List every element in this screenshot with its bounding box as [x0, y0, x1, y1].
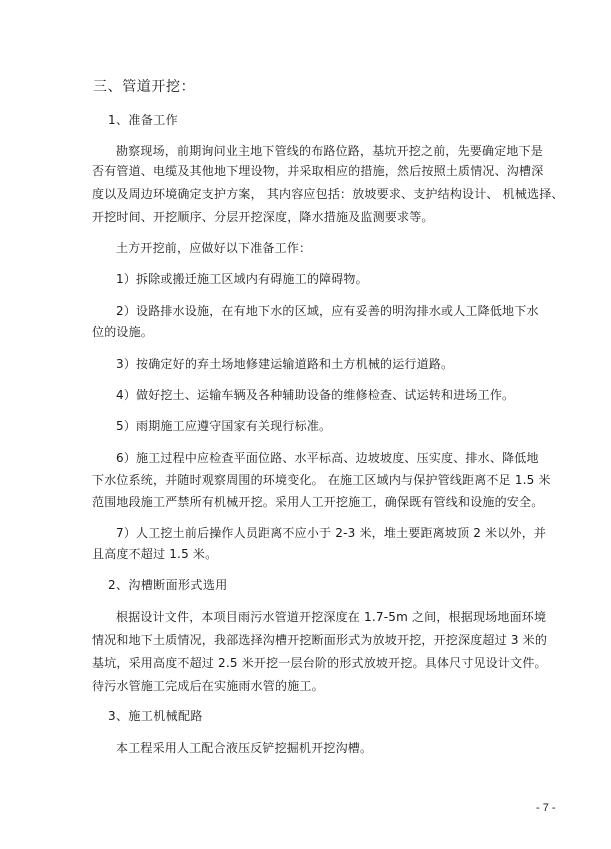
list-item: 3）按确定好的弃土场地修建运输道路和土方机械的运行道路。: [116, 357, 454, 371]
paragraph-line: 根据设计文件，本项目雨污水管道开挖深度在 1.7-5m 之间，根据现场地面环境: [116, 610, 547, 624]
paragraph-line: 本工程采用人工配合液压反铲挖掘机开挖沟槽。: [116, 741, 373, 755]
list-item: 2）设路排水设施，在有地下水的区域，应有妥善的明沟排水或人工降低地下水: [116, 304, 539, 318]
paragraph-line: 开挖时间、开挖顺序、分层开挖深度，降水措施及监测要求等。: [92, 210, 434, 224]
section-title: 三、管道开挖：: [93, 79, 196, 95]
list-item: 1）拆除或搬迁施工区域内有碍施工的障碍物。: [116, 272, 368, 286]
list-item: 6）施工过程中应检查平面位路、水平标高、边坡坡度、压实度、排水、降低地: [116, 451, 539, 465]
paragraph-line: 基坑，采用高度不超过 2.5 米开挖一层台阶的形式放坡开挖。具体尺寸见设计文件。: [92, 656, 547, 670]
list-item-continuation: 且高度不超过 1.5 米。: [92, 547, 218, 561]
paragraph-line: 情况和地下土质情况，我部选择沟槽开挖断面形式为放坡开挖，开挖深度超过 3 米的: [92, 633, 548, 647]
page-number: - 7 -: [536, 802, 556, 814]
paragraph-line: 勘察现场，前期询问业主地下管线的布路位路，基坑开挖之前，先要确定地下是: [116, 144, 544, 158]
paragraph-line: 土方开挖前，应做好以下准备工作：: [116, 241, 312, 255]
paragraph-line: 度以及周边环境确定支护方案， 其内容应包括：放坡要求、支护结构设计、 机械选择、: [92, 187, 564, 201]
subsection-heading-1: 1、准备工作: [108, 113, 179, 127]
subsection-heading-3: 3、施工机械配路: [108, 709, 203, 723]
subsection-heading-2: 2、沟槽断面形式选用: [108, 578, 228, 592]
list-item-continuation: 下水位系统，并随时观察周围的环境变化。 在施工区域内与保护管线距离不足 1.5 米: [92, 473, 551, 487]
list-item-continuation: 范围地段施工严禁所有机械开挖。采用人工开挖施工，确保既有管线和设施的安全。: [92, 495, 544, 509]
list-item: 5）雨期施工应遵守国家有关现行标准。: [116, 419, 332, 433]
list-item: 4）做好挖土、运输车辆及各种辅助设备的维修检查、试运转和进场工作。: [116, 388, 515, 402]
list-item-continuation: 位的设施。: [92, 325, 154, 339]
list-item: 7）人工挖土前后操作人员距离不应小于 2-3 米，堆土要距离坡顶 2 米以外，并: [116, 526, 547, 540]
paragraph-line: 待污水管施工完成后在实施雨水管的施工。: [92, 679, 324, 693]
paragraph-line: 否有管道、电缆及其他地下埋设物，并采取相应的措施，然后按照土质情况、沟槽深: [92, 164, 544, 178]
